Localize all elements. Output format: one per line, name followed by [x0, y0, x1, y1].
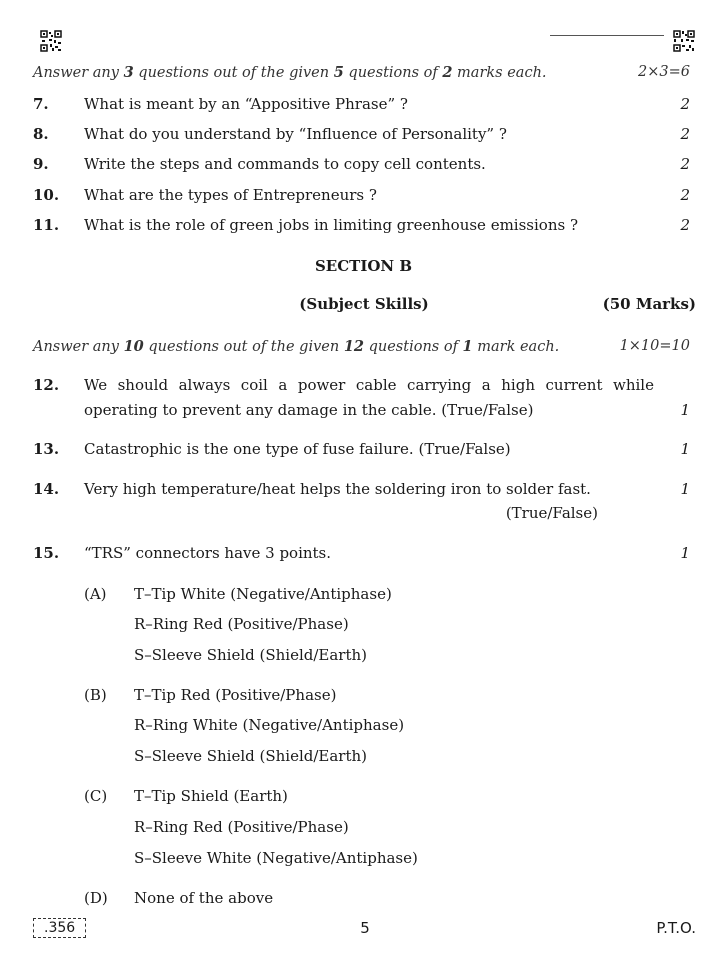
question-number: 9.	[33, 155, 49, 173]
question-number: 13.	[33, 440, 60, 458]
option-a-line-3: S–Sleeve Shield (Shield/Earth)	[134, 646, 368, 664]
option-d-letter: (D)	[84, 889, 108, 907]
question-number: 8.	[33, 125, 49, 143]
question-number: 10.	[33, 186, 60, 204]
qr-code-left-icon	[40, 30, 62, 52]
question-mark: 2	[680, 95, 690, 113]
option-b-line-1: T–Tip Red (Positive/Phase)	[134, 686, 337, 704]
question-number: 15.	[33, 544, 60, 562]
qr-code-right-icon	[673, 30, 695, 52]
section-b-subtitle: (Subject Skills)	[299, 295, 429, 313]
question-text: What is meant by an “Appositive Phrase” ?	[84, 95, 408, 113]
section-b-marks-total: 1×10=10	[619, 338, 690, 354]
option-c-line-2: R–Ring Red (Positive/Phase)	[134, 818, 349, 836]
question-text: “TRS” connectors have 3 points.	[84, 544, 332, 562]
question-mark: 2	[680, 216, 690, 234]
question-mark: 1	[680, 544, 690, 562]
option-c-line-3: S–Sleeve White (Negative/Antiphase)	[134, 849, 418, 867]
section-a-instruction: Answer any 3 questions out of the given 5 questions of 2 marks each.	[33, 64, 547, 81]
option-d-line-1: None of the above	[134, 889, 274, 907]
paper-code: .356	[33, 918, 86, 938]
question-text: What do you understand by “Influence of Personality” ?	[84, 125, 507, 143]
question-text: Write the steps and commands to copy cell contents.	[84, 155, 486, 173]
section-b-marks: (50 Marks)	[602, 295, 696, 313]
pto-label: P.T.O.	[656, 919, 696, 937]
question-text: What is the role of green jobs in limiting greenhouse emissions ?	[84, 216, 578, 234]
question-mark: 2	[680, 186, 690, 204]
question-number: 14.	[33, 480, 60, 498]
page-number: 5	[360, 919, 370, 937]
option-a-line-1: T–Tip White (Negative/Antiphase)	[134, 585, 392, 603]
question-text: Very high temperature/heat helps the soldering iron to solder fast.	[84, 480, 591, 498]
question-text-continued: (True/False)	[505, 504, 598, 522]
question-text: We should always coil a power cable carrying a high current while	[84, 376, 654, 394]
option-c-letter: (C)	[84, 787, 108, 805]
question-mark: 1	[680, 440, 690, 458]
question-mark: 1	[680, 401, 690, 419]
section-a-marks-total: 2×3=6	[638, 64, 690, 80]
question-text: Catastrophic is the one type of fuse failure. (True/False)	[84, 440, 511, 458]
header-line	[550, 35, 664, 36]
question-number: 7.	[33, 95, 49, 113]
option-b-line-3: S–Sleeve Shield (Shield/Earth)	[134, 747, 368, 765]
question-mark: 1	[680, 480, 690, 498]
option-a-letter: (A)	[84, 585, 107, 603]
section-b-title: SECTION B	[314, 257, 413, 275]
option-b-line-2: R–Ring White (Negative/Antiphase)	[134, 716, 405, 734]
option-a-line-2: R–Ring Red (Positive/Phase)	[134, 615, 349, 633]
section-b-instruction: Answer any 10 questions out of the given 12 questions of 1 mark each.	[33, 338, 560, 355]
question-number: 12.	[33, 376, 60, 394]
question-text: What are the types of Entrepreneurs ?	[84, 186, 377, 204]
question-mark: 2	[680, 125, 690, 143]
question-mark: 2	[680, 155, 690, 173]
question-number: 11.	[33, 216, 60, 234]
option-b-letter: (B)	[84, 686, 107, 704]
option-c-line-1: T–Tip Shield (Earth)	[134, 787, 288, 805]
question-text-continued: operating to prevent any damage in the cable. (True/False)	[84, 401, 534, 419]
